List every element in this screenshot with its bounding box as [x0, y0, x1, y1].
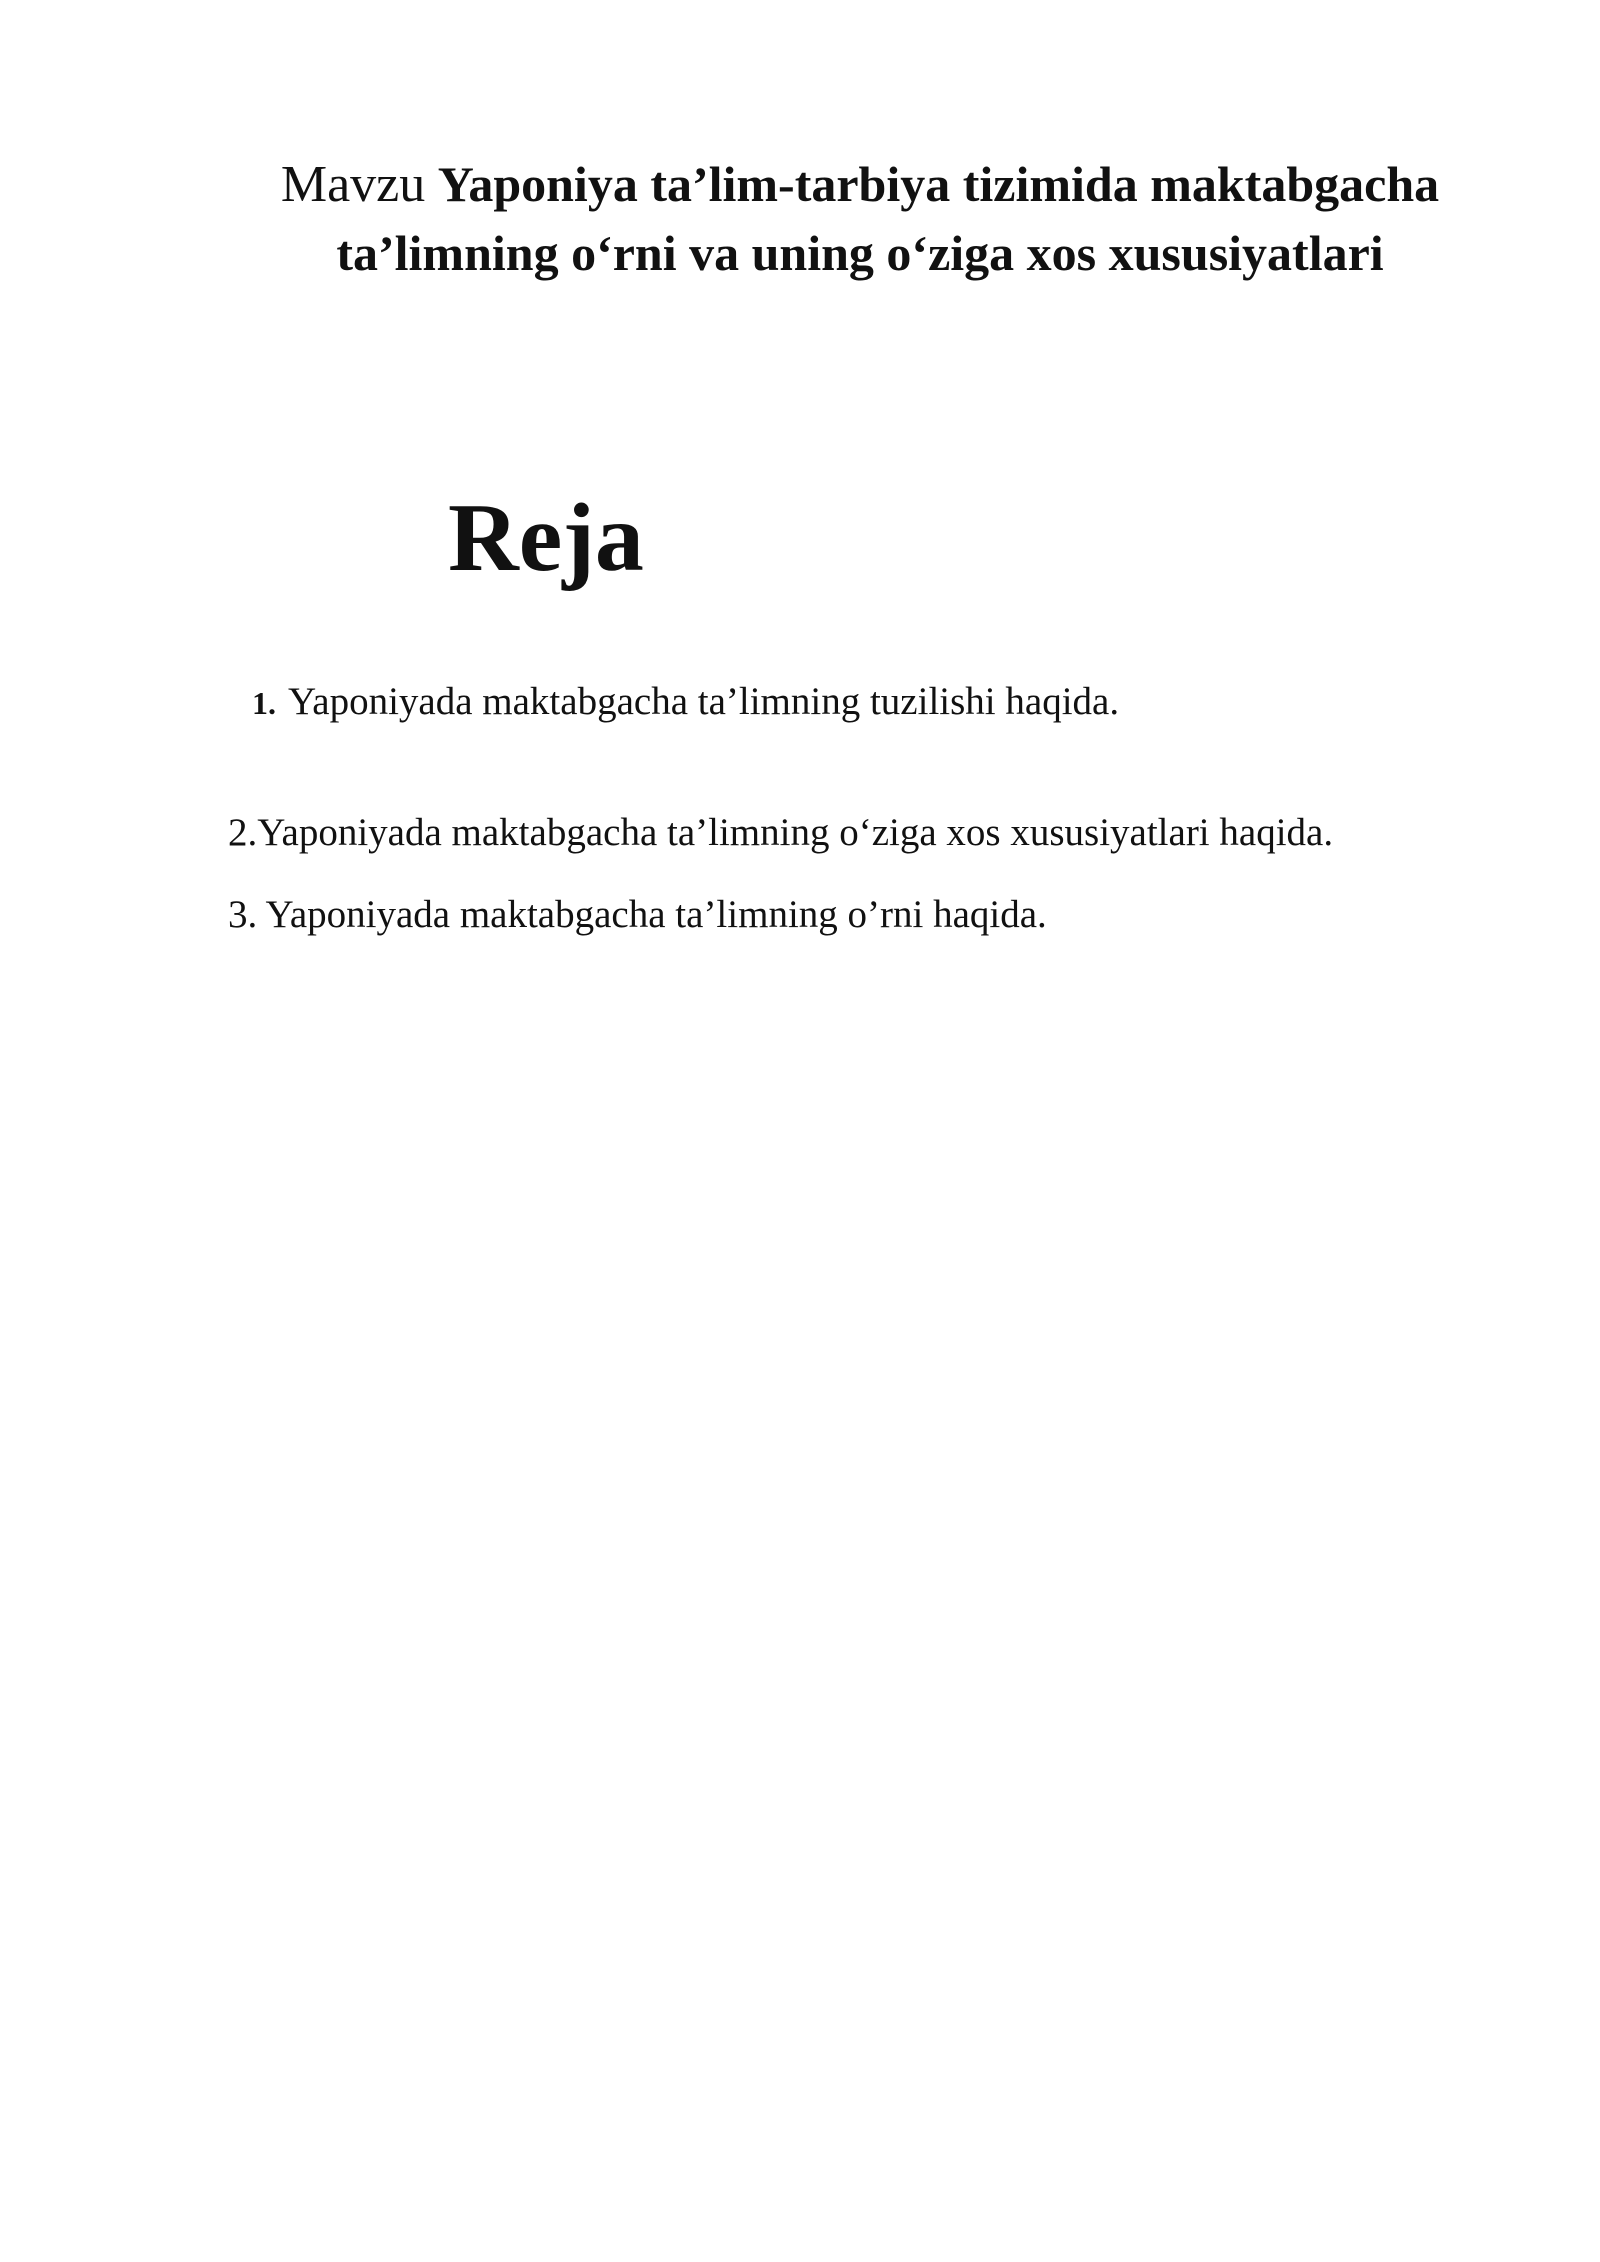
plan-item-text: 3. Yaponiyada maktabgacha ta’limning o’rni haqida. — [228, 893, 1047, 936]
plan-item-text: Yaponiyada maktabgacha ta’limning tuzilishi haqida. — [288, 680, 1120, 723]
plan-heading: Reja — [448, 484, 644, 592]
plan-item-text: 2.Yaponiyada maktabgacha ta’limning o‘ziga xos xususiyatlari haqida. — [228, 811, 1334, 854]
title-topic: Yaponiya ta’lim-tarbiya tizimida maktabgacha ta’limning o‘rni va uning o‘ziga xos xususiyatlari — [336, 156, 1440, 281]
plan-item-3 — [228, 890, 1047, 940]
plan-item-1 — [252, 677, 1119, 728]
title-lead: Mavzu — [280, 156, 426, 213]
plan-item-2 — [228, 808, 1333, 858]
plan-item-number: 1. — [252, 685, 276, 721]
document-title — [240, 150, 1480, 287]
